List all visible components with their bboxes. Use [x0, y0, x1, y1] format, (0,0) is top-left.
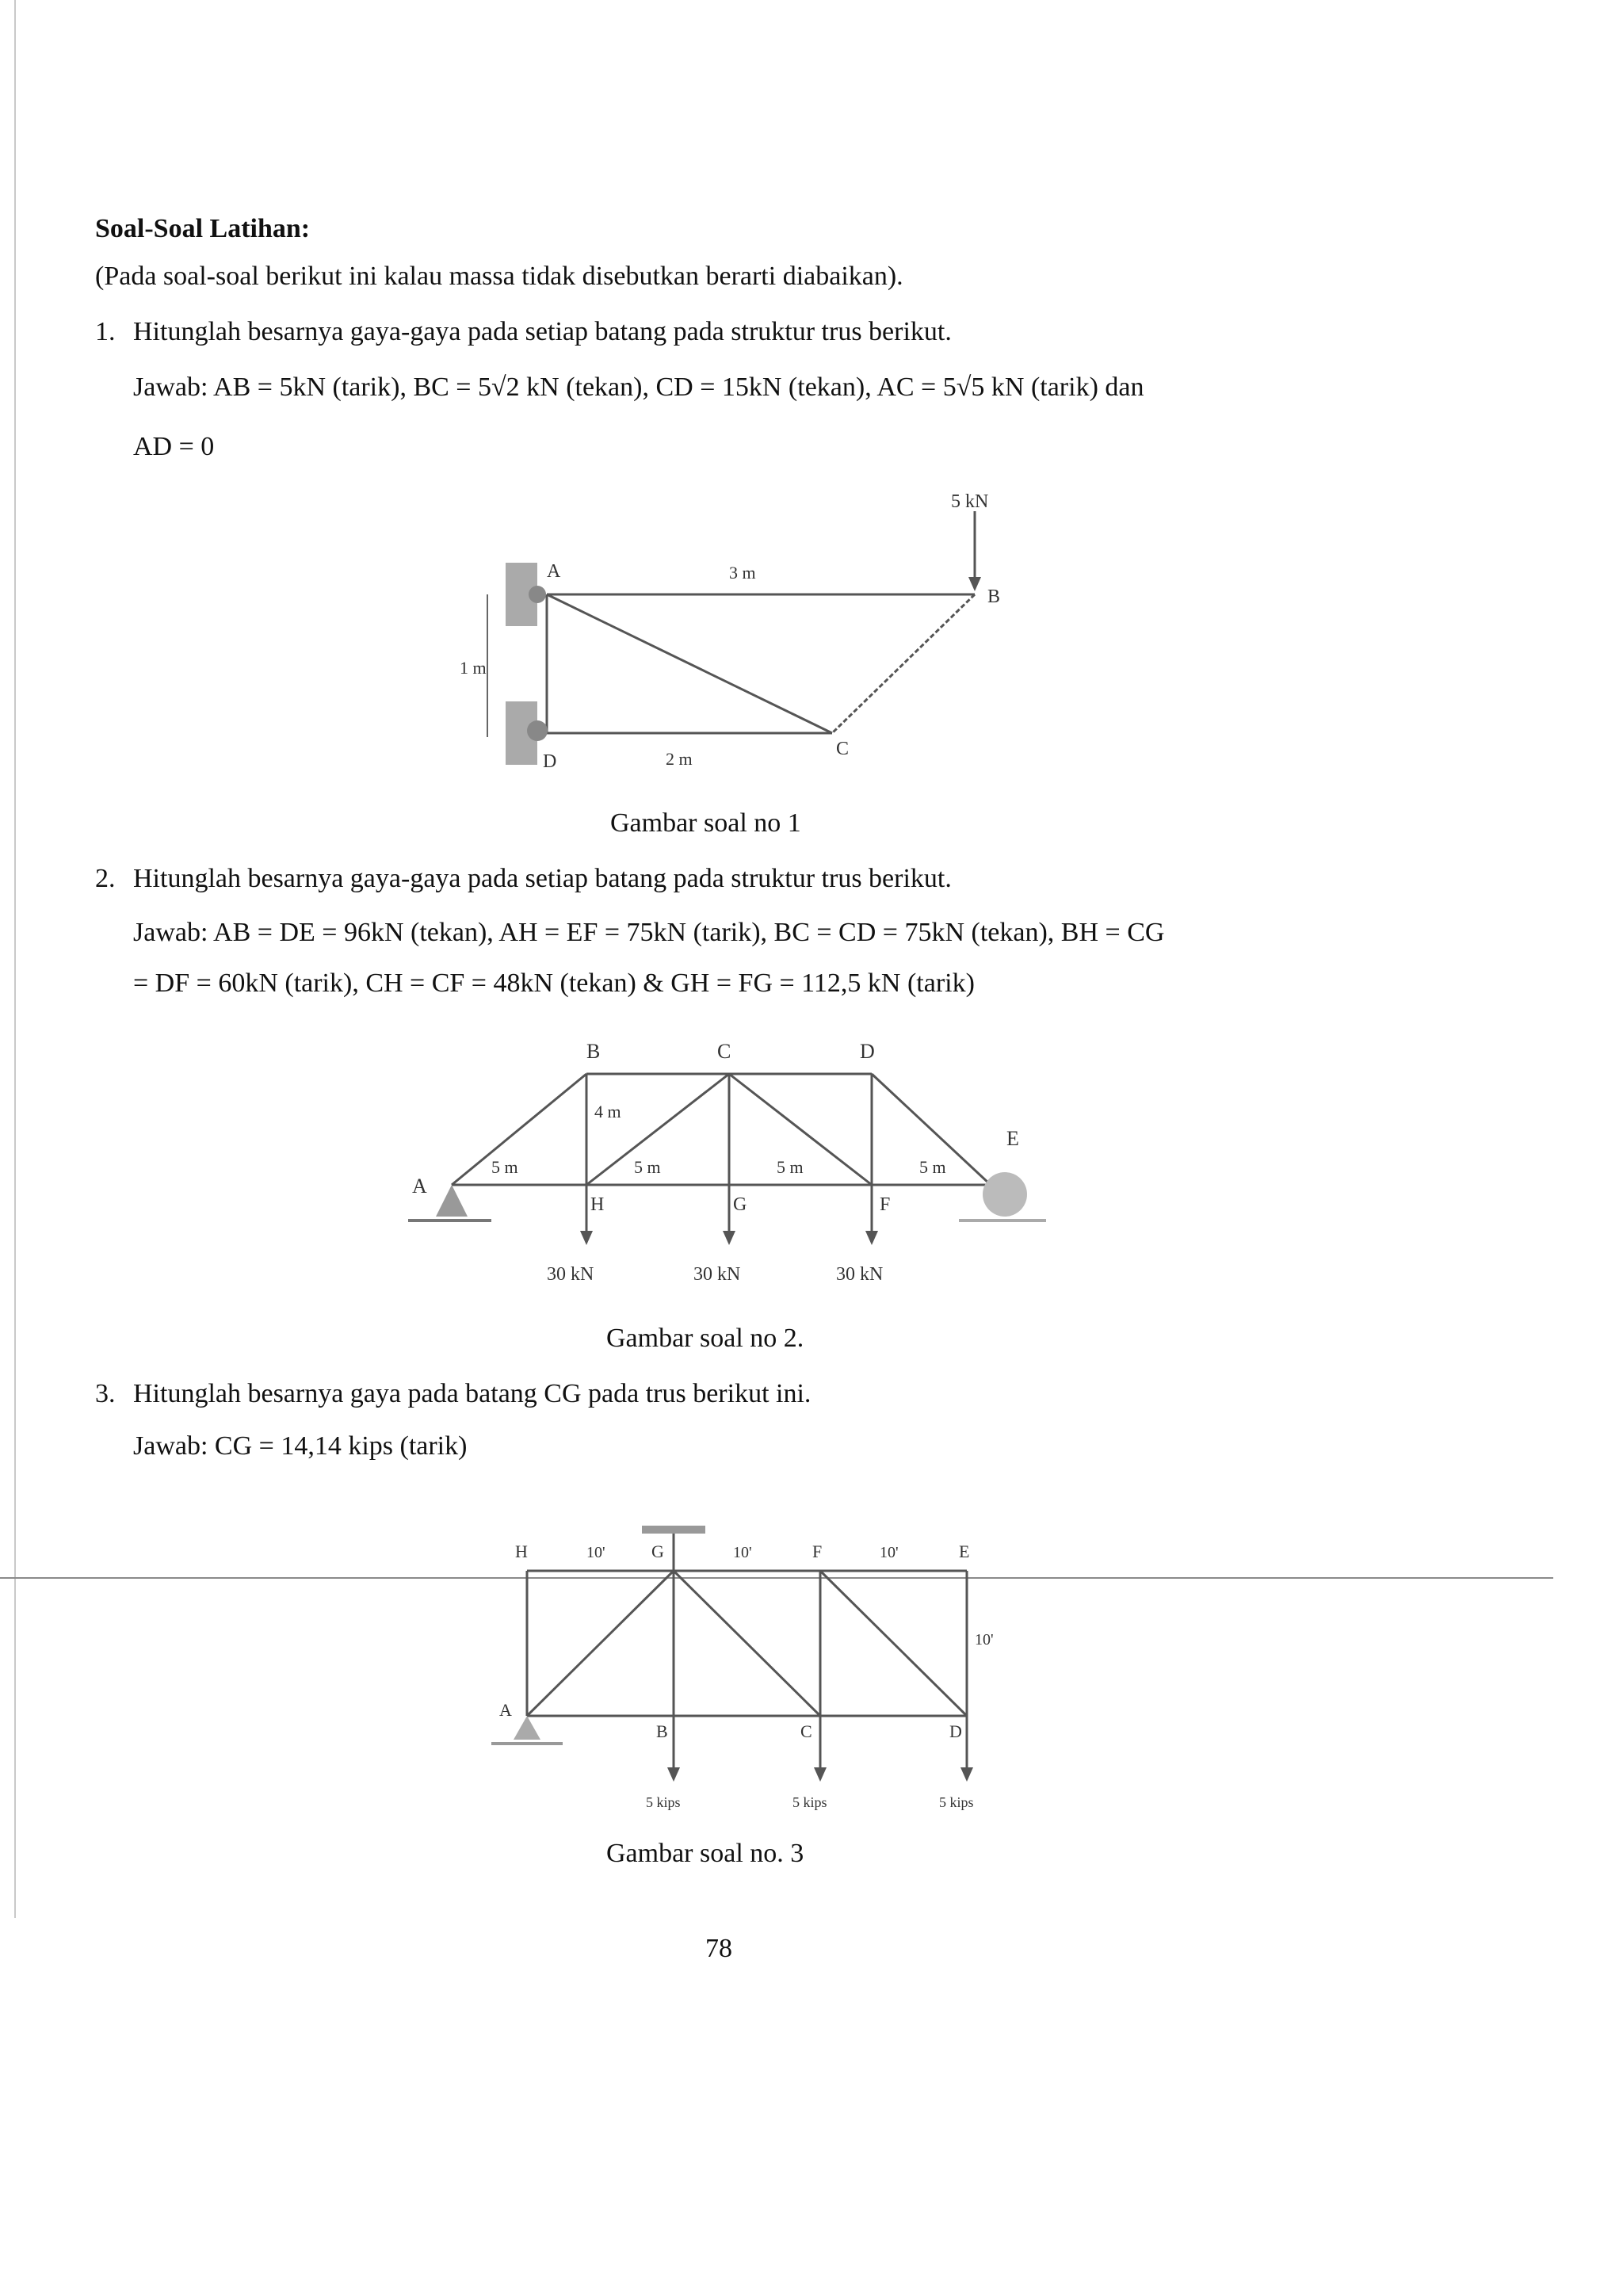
- node-f-label: F: [812, 1541, 823, 1561]
- figure-1-truss: [444, 476, 1046, 793]
- dim-seg1-label: 10': [586, 1544, 605, 1561]
- figure-1-caption: Gambar soal no 1: [610, 808, 801, 838]
- intro-text: (Pada soal-soal berikut ini kalau massa tidak disebutkan berarti diabaikan).: [95, 262, 903, 291]
- node-f-label: F: [880, 1194, 891, 1215]
- scan-edge: [14, 0, 16, 1918]
- pin-d: [527, 720, 548, 741]
- dim-seg3-label: 10': [880, 1544, 899, 1561]
- load-label-3: 30 kN: [836, 1264, 884, 1285]
- load-label-b: 5 kips: [646, 1794, 681, 1810]
- dim-seg3-label: 5 m: [777, 1157, 804, 1177]
- load-label-2: 30 kN: [693, 1264, 741, 1285]
- pin-support-a: [514, 1716, 540, 1740]
- roller-support-e: [983, 1172, 1027, 1217]
- dim-side-label: 1 m: [460, 658, 487, 678]
- figure-2-truss: [396, 1026, 1109, 1320]
- problem-2-question: Hitunglah besarnya gaya-gaya pada setiap batang pada struktur trus berikut.: [133, 864, 952, 893]
- node-g-label: G: [733, 1194, 747, 1215]
- load-arrow-head-c: [814, 1767, 827, 1782]
- problem-1-answer-line2: AD = 0: [133, 432, 215, 461]
- node-e-label: E: [1006, 1127, 1019, 1150]
- page-number: 78: [705, 1934, 732, 1963]
- problem-2-number: 2.: [95, 864, 116, 893]
- node-e-label: E: [959, 1541, 970, 1561]
- member-ab: [452, 1074, 586, 1185]
- dim-seg4-label: 5 m: [919, 1157, 946, 1177]
- problem-1-number: 1.: [95, 317, 116, 346]
- node-d-label: D: [543, 751, 557, 772]
- dim-height-label: 4 m: [594, 1102, 621, 1121]
- ceiling-support-g: [642, 1526, 705, 1534]
- node-d-label: D: [949, 1721, 962, 1741]
- load-label-c: 5 kips: [792, 1794, 827, 1810]
- problem-3-number: 3.: [95, 1379, 116, 1408]
- problem-3-answer-line1: Jawab: CG = 14,14 kips (tarik): [133, 1431, 468, 1461]
- problem-2-answer-line2: = DF = 60kN (tarik), CH = CF = 48kN (tekan) & GH = FG = 112,5 kN (tarik): [133, 968, 975, 998]
- dim-seg2-label: 10': [733, 1544, 752, 1561]
- member-cg: [674, 1571, 820, 1716]
- node-h-label: H: [590, 1194, 605, 1215]
- problem-1-answer-line1: Jawab: AB = 5kN (tarik), BC = 5√2 kN (tekan), CD = 15kN (tekan), AC = 5√5 kN (tarik) dan: [133, 372, 1144, 402]
- member-bc: [832, 594, 975, 733]
- dim-seg2-label: 5 m: [634, 1157, 661, 1177]
- load-label-1: 30 kN: [547, 1264, 594, 1285]
- pin-support-a: [436, 1185, 468, 1217]
- member-ag: [527, 1571, 674, 1716]
- dim-seg1-label: 5 m: [491, 1157, 518, 1177]
- node-a-label: A: [412, 1175, 427, 1198]
- load-label: 5 kN: [951, 491, 989, 512]
- load-arrow-head-b: [667, 1767, 680, 1782]
- node-c-label: C: [800, 1721, 812, 1741]
- problem-3-question: Hitunglah besarnya gaya pada batang CG pada trus berikut ini.: [133, 1379, 812, 1408]
- node-g-label: G: [651, 1541, 664, 1561]
- figure-3-caption: Gambar soal no. 3: [606, 1839, 804, 1868]
- dim-bottom-label: 2 m: [666, 749, 693, 769]
- load-arrow-head-2: [723, 1231, 735, 1245]
- dim-height-label: 10': [975, 1631, 994, 1648]
- node-c-label: C: [717, 1040, 731, 1063]
- node-d-label: D: [860, 1040, 875, 1063]
- load-arrow-head-1: [580, 1231, 593, 1245]
- node-a-label: A: [499, 1700, 512, 1720]
- node-a-label: A: [547, 561, 561, 582]
- section-heading: Soal-Soal Latihan:: [95, 214, 311, 243]
- node-b-label: B: [586, 1040, 601, 1063]
- figure-2-caption: Gambar soal no 2.: [606, 1324, 804, 1353]
- problem-1-question: Hitunglah besarnya gaya-gaya pada setiap batang pada struktur trus berikut.: [133, 317, 952, 346]
- member-df: [820, 1571, 967, 1716]
- pin-a: [529, 586, 546, 603]
- member-ac: [547, 594, 832, 733]
- dim-top-label: 3 m: [729, 563, 756, 583]
- load-label-d: 5 kips: [939, 1794, 974, 1810]
- problem-2-answer-line1: Jawab: AB = DE = 96kN (tekan), AH = EF = 75kN (tarik), BC = CD = 75kN (tekan), BH = CG: [133, 918, 1165, 947]
- node-h-label: H: [515, 1541, 528, 1561]
- node-b-label: B: [987, 586, 1001, 607]
- figure-3-truss: [475, 1514, 1030, 1823]
- node-c-label: C: [836, 739, 850, 759]
- load-arrow-head-3: [865, 1231, 878, 1245]
- load-arrow-head-d: [960, 1767, 973, 1782]
- load-arrow-head: [968, 577, 981, 591]
- node-b-label: B: [656, 1721, 668, 1741]
